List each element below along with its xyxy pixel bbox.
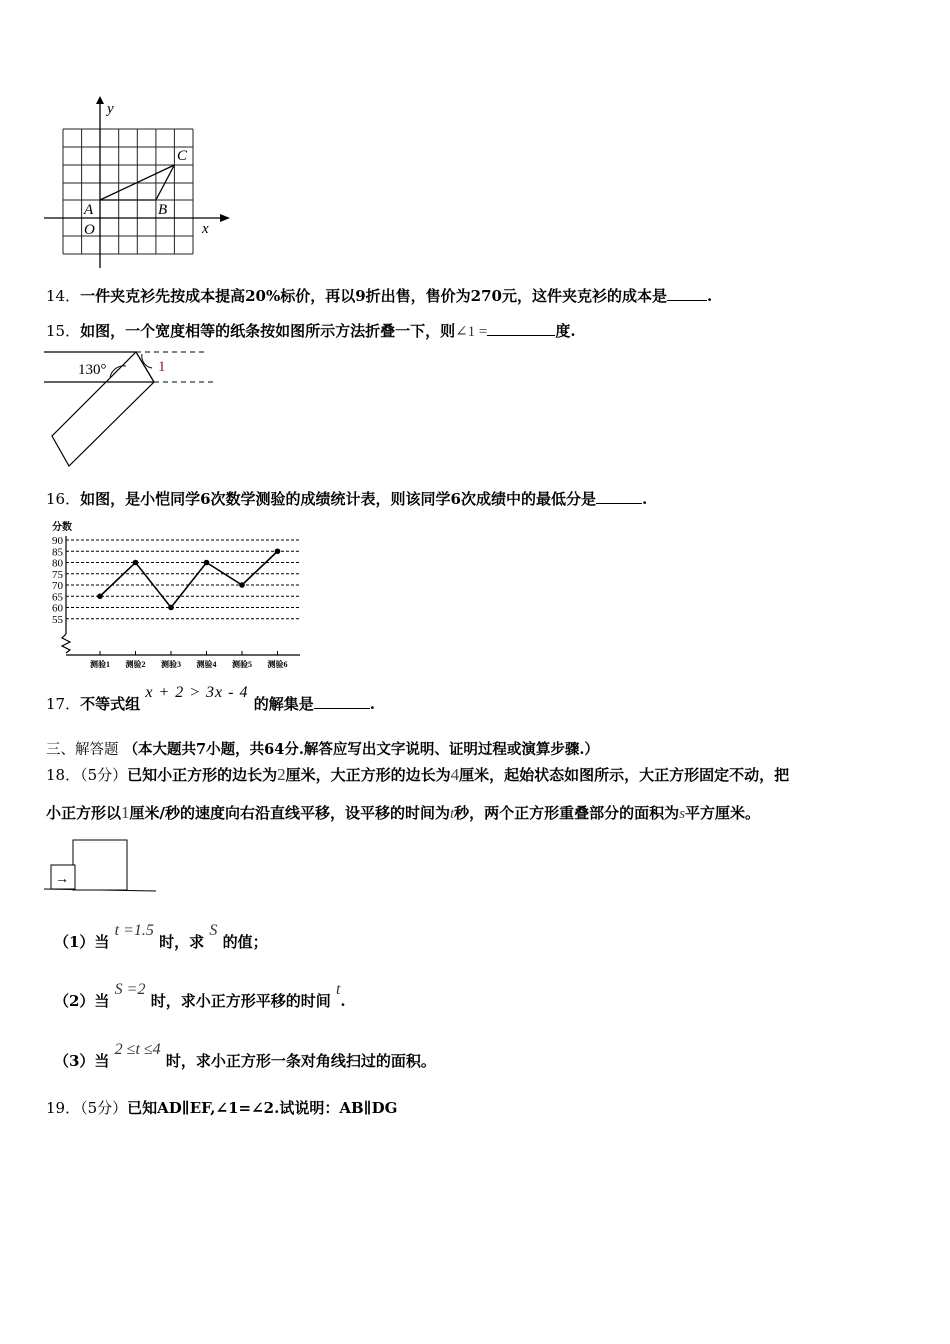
q18-l2c: 秒，两个正方形重叠部分的面积为: [454, 804, 680, 822]
x-tick-label: 测验1: [90, 660, 110, 668]
angle-1-label: 1: [158, 359, 166, 375]
q19-text: 已知AD∥EF,∠1=∠2.试说明：AB∥DG: [127, 1099, 398, 1117]
x-tick-label: 测验3: [161, 660, 181, 668]
q14-tail: .: [706, 287, 713, 305]
q16-number: 16．: [46, 490, 81, 508]
x-axis-label: x: [202, 221, 209, 237]
q16-tail: .: [641, 490, 648, 508]
question-18-line1: [46, 765, 789, 785]
data-point: [133, 560, 139, 566]
y-tick-label: 75: [52, 568, 63, 581]
q18-part1: [54, 922, 268, 953]
q18-part3: [54, 1041, 436, 1072]
y-tick-label: 85: [52, 546, 63, 559]
squares-figure: [44, 836, 159, 896]
origin-label: O: [84, 222, 95, 238]
q18-number: 18．: [46, 766, 81, 784]
q18-p3-math: 2 ≤t ≤4: [114, 1041, 161, 1058]
q17-inequality: x + 2 > 3x - 4: [145, 684, 249, 701]
coordinate-grid-figure: [44, 96, 234, 271]
angle-130-label: 130°: [78, 362, 107, 378]
q18-p1-mid: 时，求: [159, 933, 205, 951]
q18-v1: 1: [121, 803, 130, 822]
data-point: [97, 593, 103, 599]
score-line-chart: [44, 518, 306, 668]
data-point: [275, 548, 281, 554]
q17-text-before: 不等式组: [80, 695, 141, 713]
y-tick-label: 60: [52, 602, 63, 615]
q18-p3-mid: 时，求小正方形一条对角线扫过的面积。: [165, 1052, 436, 1070]
q18-p2-end: .: [340, 992, 346, 1010]
q17-answer-blank[interactable]: [314, 694, 370, 709]
q16-answer-blank[interactable]: [596, 489, 642, 504]
y-tick-label: 65: [52, 591, 63, 604]
q18-part2: [54, 981, 346, 1012]
y-axis-title: 分数: [52, 522, 72, 533]
q18-score: （5分）: [80, 766, 128, 784]
question-16: [46, 489, 647, 509]
section-3-note: （本大题共7小题，共64分.解答应写出文字说明、证明过程或演算步骤.）: [123, 741, 599, 758]
data-point: [204, 560, 210, 566]
section-3-header: [46, 740, 599, 760]
question-18-line2: [46, 803, 760, 824]
point-b-label: B: [158, 202, 168, 218]
q17-number: 17．: [46, 695, 81, 713]
q15-tail: 度.: [555, 322, 576, 340]
y-tick-label: 80: [52, 557, 63, 570]
q14-text: 一件夹克衫先按成本提高20%标价，再以9折出售，售价为270元，这件夹克衫的成本是: [80, 287, 667, 305]
question-14: [46, 286, 712, 306]
folded-strip-figure: [44, 346, 219, 472]
q18-p2-mid: 时，求小正方形平移的时间: [150, 992, 331, 1010]
q18-v2: 2: [277, 765, 286, 784]
q18-p2-math: S =2: [114, 981, 146, 998]
q18-vs: s: [679, 806, 686, 822]
q18-p3-label: （3）当: [54, 1052, 110, 1070]
q18-p1-math: t =1.5: [114, 922, 154, 939]
q18-l2a: 小正方形以: [46, 804, 122, 822]
q17-tail: .: [369, 695, 375, 713]
q14-answer-blank[interactable]: [667, 286, 707, 301]
data-point: [168, 605, 174, 611]
q16-text: 如图，是小恺同学6次数学测验的成绩统计表，则该同学6次成绩中的最低分是: [80, 490, 596, 508]
q15-text: 如图，一个宽度相等的纸条按如图所示方法折叠一下，则: [80, 322, 456, 340]
x-tick-label: 测验5: [232, 660, 252, 668]
axis-break: [62, 634, 70, 653]
x-tick-label: 测验4: [196, 660, 217, 668]
q18-p1-end: 的值；: [222, 933, 268, 951]
q18-l2d: 平方厘米。: [685, 804, 761, 822]
y-axis-label: y: [107, 101, 114, 117]
y-tick-label: 90: [52, 535, 63, 547]
x-tick-label: 测验2: [125, 660, 146, 668]
q18-p1-math2: S: [209, 922, 218, 939]
q18-v4: 4: [450, 765, 460, 784]
q19-score: （5分）: [80, 1099, 128, 1117]
x-tick-label: 测验6: [267, 660, 288, 668]
y-tick-label: 70: [52, 580, 63, 592]
q15-number: 15．: [46, 322, 81, 340]
data-point: [239, 582, 245, 588]
q15-answer-blank[interactable]: [487, 321, 555, 336]
q18-vt: t: [450, 806, 455, 822]
arrow-right-icon: →: [55, 872, 69, 887]
section-3-title: 三、解答题: [46, 742, 119, 758]
q18-l1c: 厘米，起始状态如图所示，大正方形固定不动，把: [459, 766, 790, 784]
point-a-label: A: [84, 202, 94, 218]
series-line: [100, 551, 278, 607]
point-c-label: C: [177, 148, 188, 164]
y-tick-label: 55: [52, 613, 63, 626]
q18-p2-math2: t: [335, 981, 341, 998]
q19-number: 19．: [46, 1099, 81, 1117]
q17-text-after: 的解集是: [253, 695, 314, 713]
q18-l1b: 厘米，大正方形的边长为: [285, 766, 451, 784]
q15-math: ∠1 =: [455, 324, 488, 340]
question-17: [46, 684, 375, 715]
q18-p2-label: （2）当: [54, 992, 110, 1010]
question-15: [46, 321, 576, 342]
q14-number: 14．: [46, 287, 81, 305]
q18-l1a: 已知小正方形的边长为: [127, 766, 278, 784]
q18-p1-label: （1）当: [54, 933, 110, 951]
q18-l2b: 厘米/秒的速度向右沿直线平移，设平移的时间为: [129, 804, 450, 822]
question-19: [46, 1098, 397, 1118]
